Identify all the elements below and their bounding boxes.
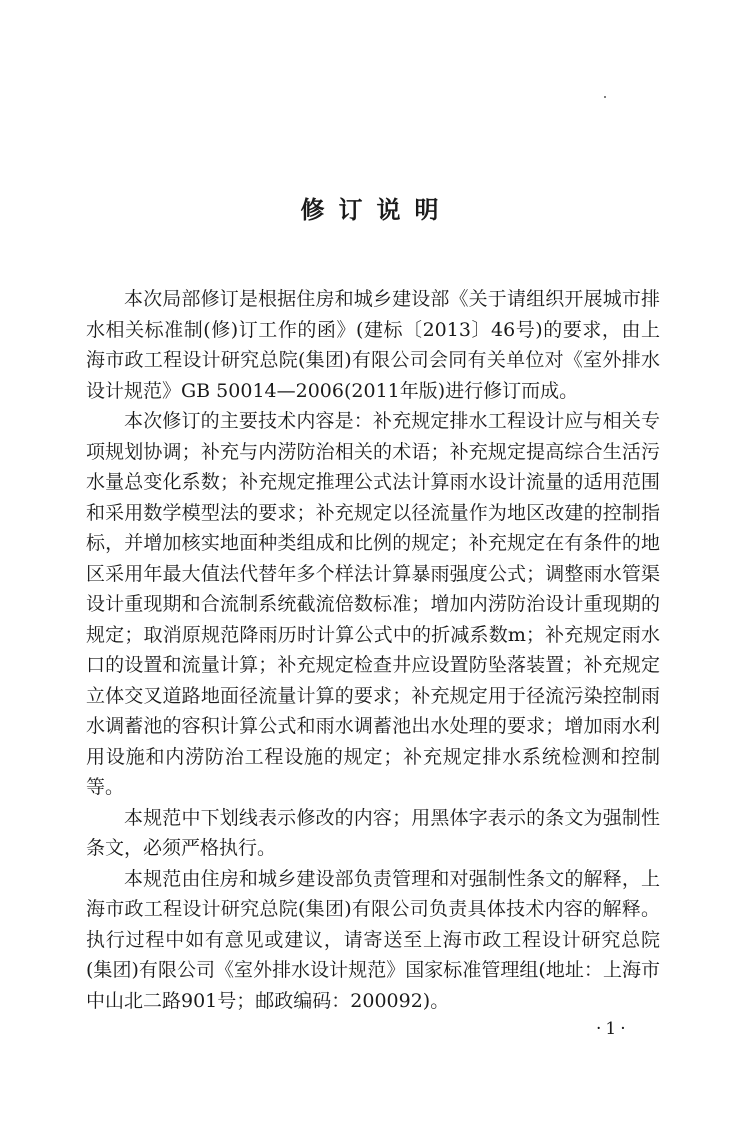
body-text — [86, 284, 660, 1016]
paragraph-revision-basis: 本次局部修订是根据住房和城乡建设部《关于请组织开展城市排水相关标准制(修)订工作的函》(建标〔2013〕46号)的要求，由上海市政工程设计研究总院(集团)有限公司会同有关单位对《室外排水设计规范》GB 50014—2006(2011年版)进行修订而成。 — [86, 288, 660, 402]
scan-dot — [604, 96, 606, 98]
page-title: 修订说明 — [300, 196, 453, 224]
paragraph-administration: 本规范由住房和城乡建设部负责管理和对强制性条文的解释，上海市政工程设计研究总院(集团)有限公司负责具体技术内容的解释。执行过程中如有意见或建议，请寄送至上海市政工程设计研究总院(集团)有限公司《室外排水设计规范》国家标准管理组(地址：上海市中山北二路901号；邮政编码：200092)。 — [86, 867, 660, 1012]
paragraph-main-content: 本次修订的主要技术内容是：补充规定排水工程设计应与相关专项规划协调；补充与内涝防治相关的术语；补充规定提高综合生活污水量总变化系数；补充规定推理公式法计算雨水设计流量的适用范围和采用数学模型法的要求；补充规定以径流量作为地区改建的控制指标，并增加核实地面种类组成和比例的规定；补充规定在有条件的地区采用年最大值法代替年多个样法计算暴雨强度公式；调整雨水管渠设计重现期和合流制系统截流倍数标准；增加内涝防治设计重现期的规定；取消原规范降雨历时计算公式中的折减系数m；补充规定雨水口的设置和流量计算；补充规定检查井应设置防坠落装置；补充规定立体交叉道路地面径流量计算的要求；补充规定用于径流污染控制雨水调蓄池的容积计算公式和雨水调蓄池出水处理的要求；增加雨水利用设施和内涝防治工程设施的规定；补充规定排水系统检测和控制等。 — [86, 410, 660, 798]
page-number: ·1· — [596, 1019, 630, 1039]
paragraph-notation: 本规范中下划线表示修改的内容；用黑体字表示的条文为强制性条文，必须严格执行。 — [86, 806, 660, 859]
